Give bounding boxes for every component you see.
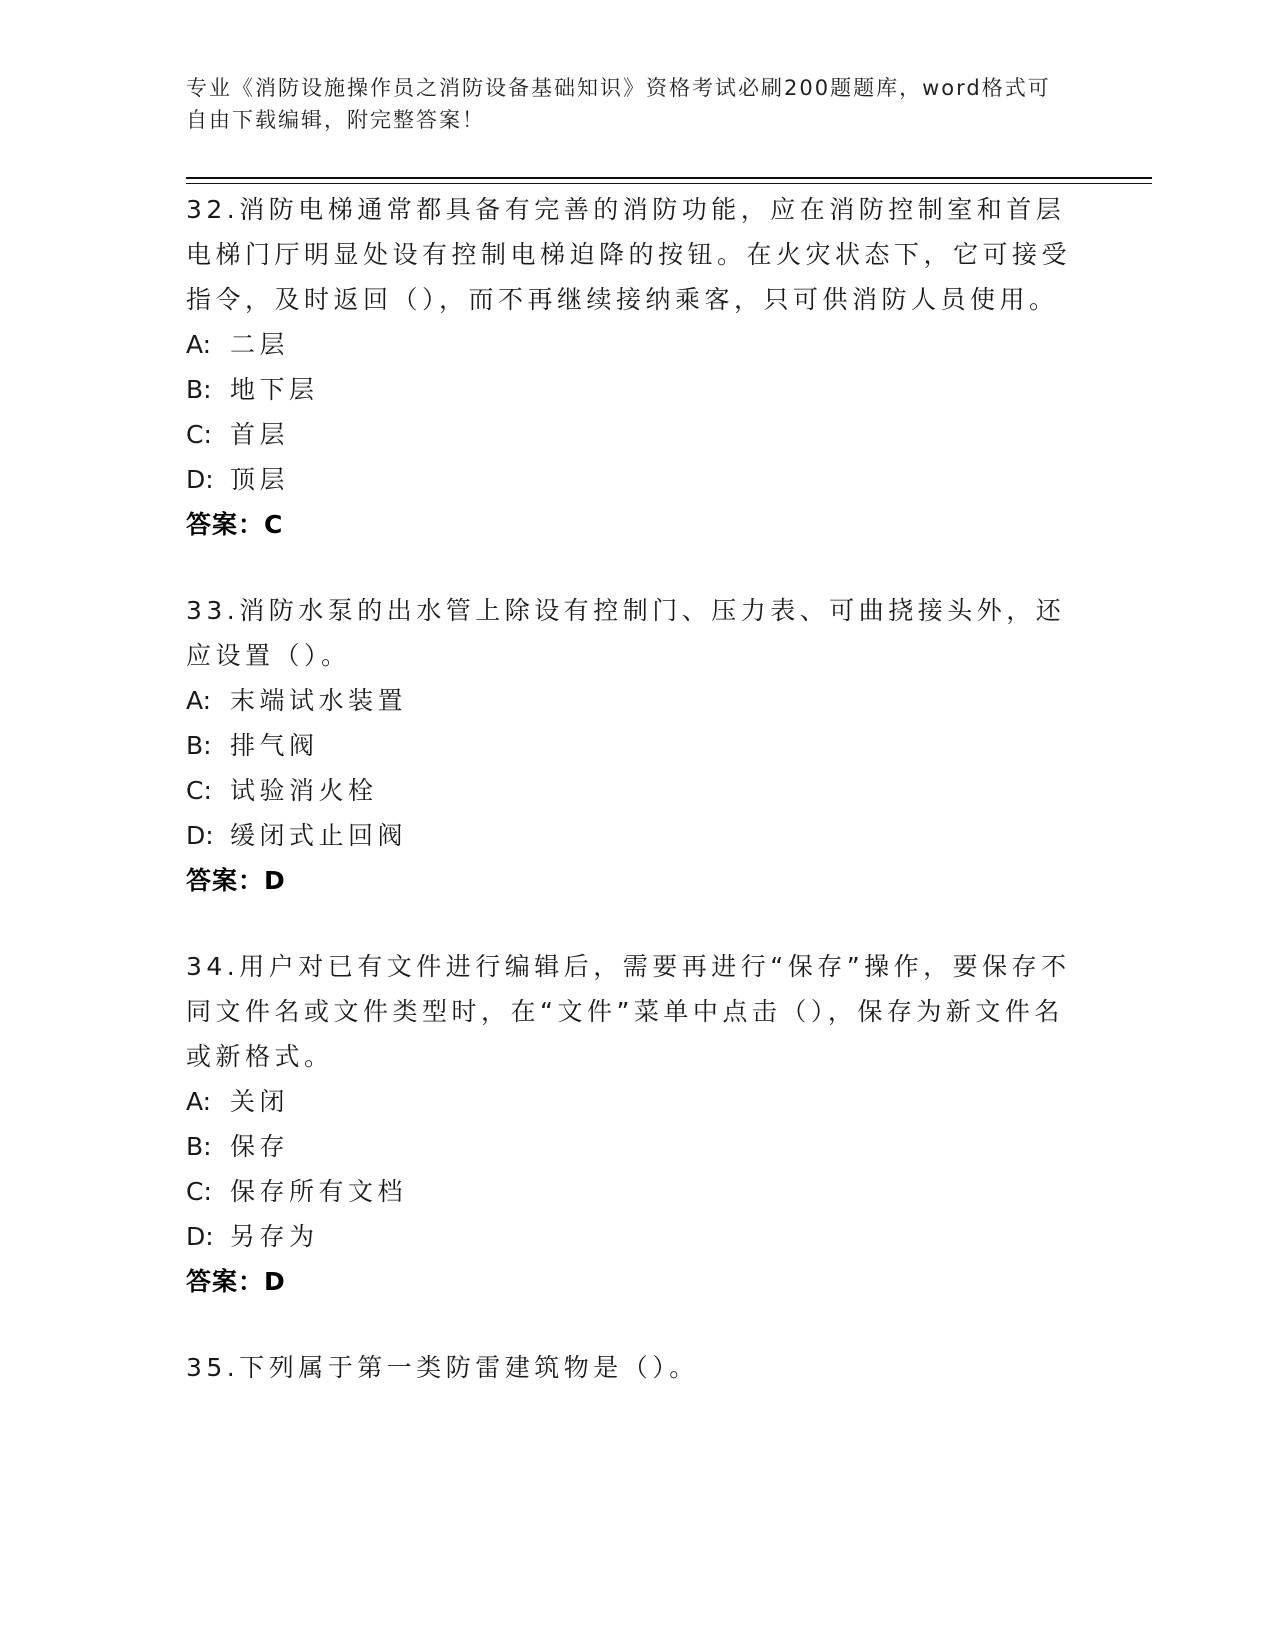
option-letter: A: xyxy=(186,686,212,715)
option-text: 排气阀 xyxy=(230,731,319,760)
option-text: 地下层 xyxy=(230,375,319,404)
question-34 xyxy=(186,944,1086,1304)
option-text: 保存 xyxy=(230,1132,290,1161)
option-d xyxy=(186,1214,1086,1259)
option-b xyxy=(186,367,1086,412)
option-c xyxy=(186,412,1086,457)
option-d xyxy=(186,457,1086,502)
option-text: 顶层 xyxy=(230,465,290,494)
option-letter: D: xyxy=(186,821,214,850)
question-stem: 35.下列属于第一类防雷建筑物是（）。 xyxy=(186,1353,699,1382)
option-text: 试验消火栓 xyxy=(230,776,378,805)
question-list xyxy=(186,187,1086,1431)
question-stem: 33.消防水泵的出水管上除设有控制门、压力表、可曲挠接头外，还应设置（）。 xyxy=(186,596,1066,670)
option-letter: B: xyxy=(186,1132,212,1161)
option-letter: C: xyxy=(186,776,212,805)
question-stem: 34.用户对已有文件进行编辑后，需要再进行“保存”操作，要保存不同文件名或文件类型时，在“文件”菜单中点击（），保存为新文件名或新格式。 xyxy=(186,952,1071,1071)
option-b xyxy=(186,1124,1086,1169)
document-header xyxy=(186,72,1066,136)
header-divider-thick xyxy=(186,177,1152,179)
option-a xyxy=(186,678,1086,723)
option-letter: D: xyxy=(186,1222,214,1251)
option-letter: C: xyxy=(186,420,212,449)
option-letter: B: xyxy=(186,375,212,404)
option-d xyxy=(186,813,1086,858)
option-text: 缓闭式止回阀 xyxy=(230,821,408,850)
option-text: 保存所有文档 xyxy=(230,1177,408,1206)
option-letter: D: xyxy=(186,465,214,494)
question-35 xyxy=(186,1345,1086,1390)
option-text: 末端试水装置 xyxy=(230,686,408,715)
option-text: 关闭 xyxy=(230,1087,290,1116)
option-a xyxy=(186,1079,1086,1124)
header-intro-text: 专业《消防设施操作员之消防设备基础知识》资格考试必刷200题题库，word格式可自由下载编辑，附完整答案！ xyxy=(186,76,1051,132)
answer-line: 答案：C xyxy=(186,510,284,539)
option-text: 首层 xyxy=(230,420,290,449)
answer-line: 答案：D xyxy=(186,866,286,895)
option-b xyxy=(186,723,1086,768)
answer-line: 答案：D xyxy=(186,1267,286,1296)
option-c xyxy=(186,1169,1086,1214)
option-a xyxy=(186,322,1086,367)
option-letter: B: xyxy=(186,731,212,760)
option-text: 二层 xyxy=(230,330,290,359)
question-stem: 32.消防电梯通常都具备有完善的消防功能，应在消防控制室和首层电梯门厅明显处设有控制电梯迫降的按钮。在火灾状态下，它可接受指令，及时返回（），而不再继续接纳乘客，只可供消防人员使用。 xyxy=(186,195,1072,314)
option-letter: C: xyxy=(186,1177,212,1206)
option-letter: A: xyxy=(186,1087,212,1116)
question-32 xyxy=(186,187,1086,547)
option-text: 另存为 xyxy=(230,1222,319,1251)
header-divider-thin xyxy=(186,183,1152,184)
question-33 xyxy=(186,588,1086,903)
option-letter: A: xyxy=(186,330,212,359)
option-c xyxy=(186,768,1086,813)
